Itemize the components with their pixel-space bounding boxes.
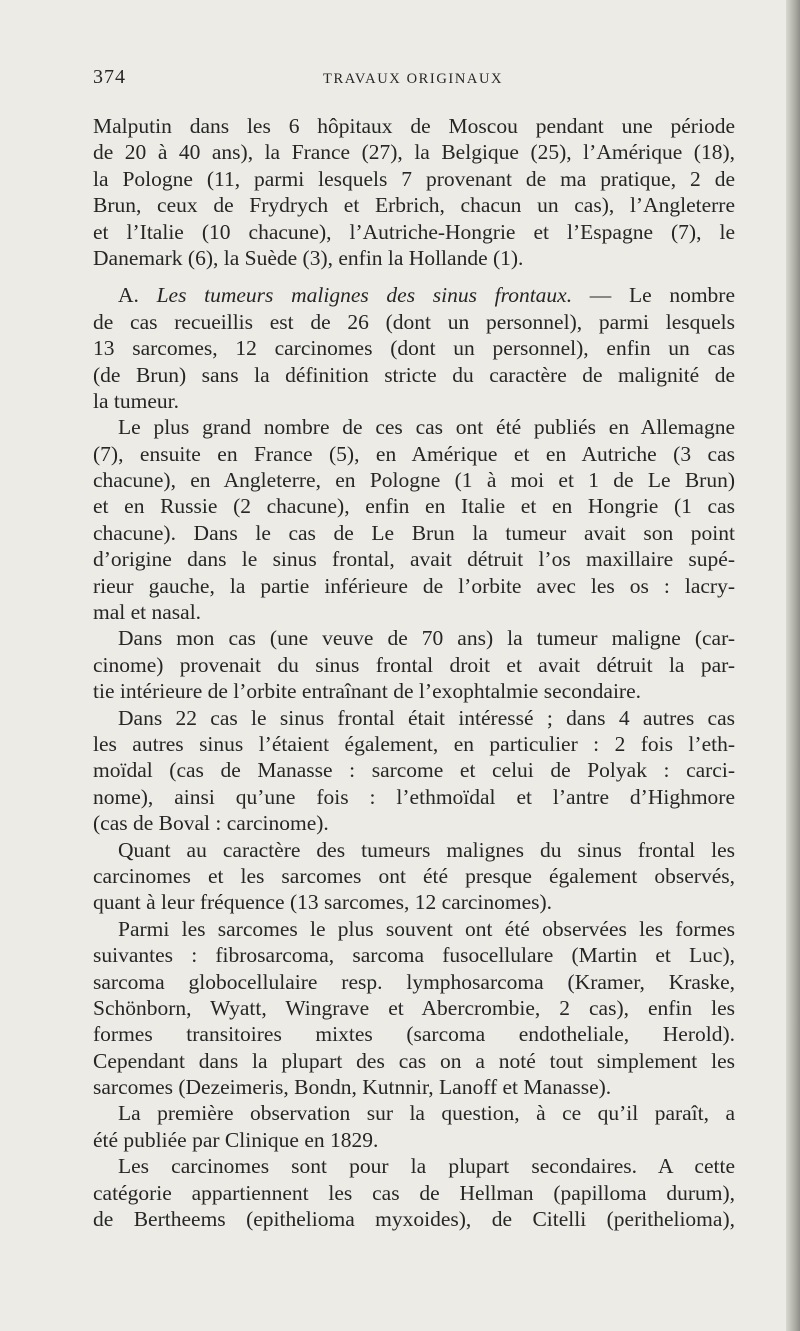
- text-line: carcinomes et les sarcomes ont été presque également observés,: [93, 863, 735, 888]
- text-line: Schönborn, Wyatt, Wingrave et Abercrombie, 2 cas), enfin les: [93, 995, 735, 1020]
- text-line: Le plus grand nombre de ces cas ont été publiés en Allemagne: [118, 415, 735, 440]
- text-line: Dans mon cas (une veuve de 70 ans) la tumeur maligne (car-: [118, 626, 735, 651]
- text-line: moïdal (cas de Manasse : sarcome et celui de Polyak : carci-: [93, 758, 735, 783]
- section-letter: A.: [118, 283, 139, 308]
- text-line: 13 sarcomes, 12 carcinomes (dont un personnel), enfin un cas: [93, 336, 735, 361]
- section-heading-line: [93, 282, 735, 308]
- text-line: de Bertheems (epithelioma myxoides), de Citelli (perithelioma),: [93, 1207, 735, 1232]
- text-line: tie intérieure de l’orbite entraînant de l’exophtalmie secondaire.: [93, 679, 642, 704]
- paragraph-4: [93, 705, 735, 837]
- text-line: sarcomes (Dezeimeris, Bondn, Kutnnir, Lanoff et Manasse).: [93, 1075, 612, 1100]
- paragraph-6: [93, 916, 735, 1101]
- text-line: de cas recueillis est de 26 (dont un personnel), parmi lesquels: [93, 309, 735, 334]
- paragraph-3: [93, 625, 735, 704]
- page-number: 374: [93, 66, 126, 88]
- text-line: suivantes : fibrosarcoma, sarcoma fusocellulare (Martin et Luc),: [93, 943, 735, 968]
- text-line: (7), ensuite en France (5), en Amérique et en Autriche (3 cas: [93, 441, 735, 466]
- text-line: Malputin dans les 6 hôpitaux de Moscou pendant une période: [93, 114, 735, 138]
- page-header: [93, 66, 733, 96]
- text-line: quant à leur fréquence (13 sarcomes, 12 carcinomes).: [93, 890, 553, 915]
- text-line: la Pologne (11, parmi lesquels 7 provenant de ma pratique, 2 de: [93, 166, 735, 191]
- paragraph-8: [93, 1153, 735, 1232]
- text-line: Quant au caractère des tumeurs malignes du sinus frontal les: [118, 837, 735, 862]
- text-line: et en Russie (2 chacune), enfin en Italie et en Hongrie (1 cas: [93, 494, 735, 519]
- paragraph-1: [93, 113, 735, 271]
- text-line: sarcoma globocellulaire resp. lymphosarcoma (Kramer, Kraske,: [93, 969, 735, 994]
- text-line: été publiée par Clinique en 1829.: [93, 1127, 379, 1152]
- section-a: [93, 282, 735, 414]
- section-title: Les tumeurs malignes des sinus frontaux.: [156, 283, 573, 308]
- text-line: Parmi les sarcomes le plus souvent ont été observées les formes: [118, 916, 735, 941]
- page-edge-shadow: [786, 0, 800, 1331]
- text-line: nome), ainsi qu’une fois : l’ethmoïdal et l’antre d’Highmore: [93, 784, 735, 809]
- text-line: (cas de Boval : carcinome).: [93, 811, 329, 836]
- paragraph-2: [93, 414, 735, 625]
- text-line: Cependant dans la plupart des cas on a noté tout simplement les: [93, 1048, 735, 1073]
- text-line: Brun, ceux de Frydrych et Erbrich, chacun un cas), l’Angleterre: [93, 193, 735, 218]
- running-title: TRAVAUX ORIGINAUX: [323, 71, 504, 87]
- text-line: et l’Italie (10 chacune), l’Autriche-Hongrie et l’Espagne (7), le: [93, 219, 735, 244]
- paragraph-7: [93, 1100, 735, 1153]
- text-line: Les carcinomes sont pour la plupart secondaires. A cette: [118, 1154, 735, 1179]
- text-line: formes transitoires mixtes (sarcoma endotheliale, Herold).: [93, 1022, 735, 1047]
- page-body: [93, 113, 735, 1232]
- text-line: mal et nasal.: [93, 600, 202, 625]
- text-line: (de Brun) sans la définition stricte du caractère de malignité de: [93, 362, 735, 387]
- text-line: La première observation sur la question, à ce qu’il paraît, a: [118, 1101, 735, 1126]
- paragraph-5: [93, 837, 735, 916]
- section-title-rest: — Le nombre: [572, 283, 735, 308]
- text-line: catégorie appartiennent les cas de Hellman (papilloma durum),: [93, 1180, 735, 1205]
- text-line: d’origine dans le sinus frontal, avait détruit l’os maxillaire supé-: [93, 547, 735, 572]
- text-line: cinome) provenait du sinus frontal droit et avait détruit la par-: [93, 652, 735, 677]
- text-line: chacune), en Angleterre, en Pologne (1 à moi et 1 de Le Brun): [93, 468, 735, 493]
- text-line: rieur gauche, la partie inférieure de l’orbite avec les os : lacry-: [93, 573, 735, 598]
- text-line: la tumeur.: [93, 388, 179, 413]
- section-gap: [93, 271, 735, 282]
- text-line: Danemark (6), la Suède (3), enfin la Hollande (1).: [93, 245, 524, 270]
- text-line: de 20 à 40 ans), la France (27), la Belgique (25), l’Amérique (18),: [93, 140, 735, 165]
- text-line: les autres sinus l’étaient également, en particulier : 2 fois l’eth-: [93, 731, 735, 756]
- text-line: chacune). Dans le cas de Le Brun la tumeur avait son point: [93, 520, 735, 545]
- text-line: Dans 22 cas le sinus frontal était intéressé ; dans 4 autres cas: [118, 705, 735, 730]
